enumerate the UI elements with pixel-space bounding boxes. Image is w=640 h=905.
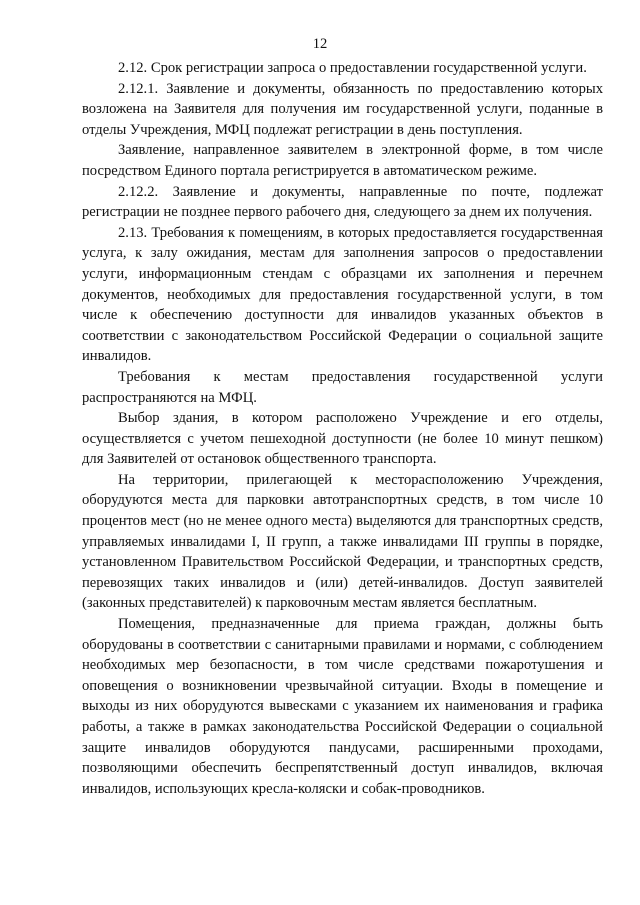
- page-number: 12: [312, 36, 328, 52]
- paragraph-2-12: 2.12. Срок регистрации запроса о предоставлении государственной услуги.: [118, 60, 587, 76]
- paragraph-parking: На территории, прилегающей к месторасположению Учреждения, оборудуются места для парковки автотранспортных средств, в том числе 10 процентов мест (но не менее одного места) выделяются для транспортных средств, управляемых инвалидами I, II групп, а также инвалидами III группы в порядке, установленном Правительством Российской Федерации, и транспортных средств, перевозящих таких инвалидов и (или) детей-инвалидов. Доступ заявителей (законных представителей) к парковочным местам является бесплатным.: [82, 471, 603, 612]
- paragraph-mfc-requirements: Требования к местам предоставления государственной услуги распространяются на МФЦ.: [82, 368, 603, 406]
- paragraph-electronic-registration: Заявление, направленное заявителем в электронной форме, в том числе посредством Единого портала регистрируется в автоматическом режиме.: [82, 142, 603, 179]
- paragraph-building-choice: Выбор здания, в котором расположено Учреждение и его отделы, осуществляется с учетом пешеходной доступности (не более 10 минут пешком) для Заявителей от остановок общественного транспорта.: [82, 410, 603, 468]
- document-body: [82, 58, 603, 799]
- paragraph-2-12-1: 2.12.1. Заявление и документы, обязанность по предоставлению которых возложена на Заявителя для получения им государственной услуги, поданные в отделы Учреждения, МФЦ подлежат регистрации в день поступления.: [82, 80, 603, 138]
- paragraph-2-12-2: 2.12.2. Заявление и документы, направленные по почте, подлежат регистрации не позднее первого рабочего дня, следующего за днем их получения.: [82, 183, 603, 221]
- paragraph-premises: Помещения, предназначенные для приема граждан, должны быть оборудованы в соответствии с санитарными правилами и нормами, с соблюдением необходимых мер безопасности, в том числе средствами пожаротушения и оповещения о возникновении чрезвычайной ситуации. Входы в помещение и выходы из них оборудуются вывесками с указанием их наименования и графика работы, а также в рамках законодательства Российской Федерации о социальной защите инвалидов оборудуются пандусами, расширенными проходами, позволяющими обеспечить беспрепятственный доступ инвалидов, включая инвалидов, использующих кресла-коляски и собак-проводников.: [82, 616, 603, 797]
- paragraph-2-13: 2.13. Требования к помещениям, в которых предоставляется государственная услуга, к залу ожидания, местам для заполнения запросов о предоставлении услуги, информационным стендам с образцами их заполнения и перечнем документов, необходимых для предоставления государственной услуги, в том числе к обеспечению доступности для инвалидов указанных объектов в соответствии с законодательством Российской Федерации о социальной защите инвалидов.: [82, 224, 603, 365]
